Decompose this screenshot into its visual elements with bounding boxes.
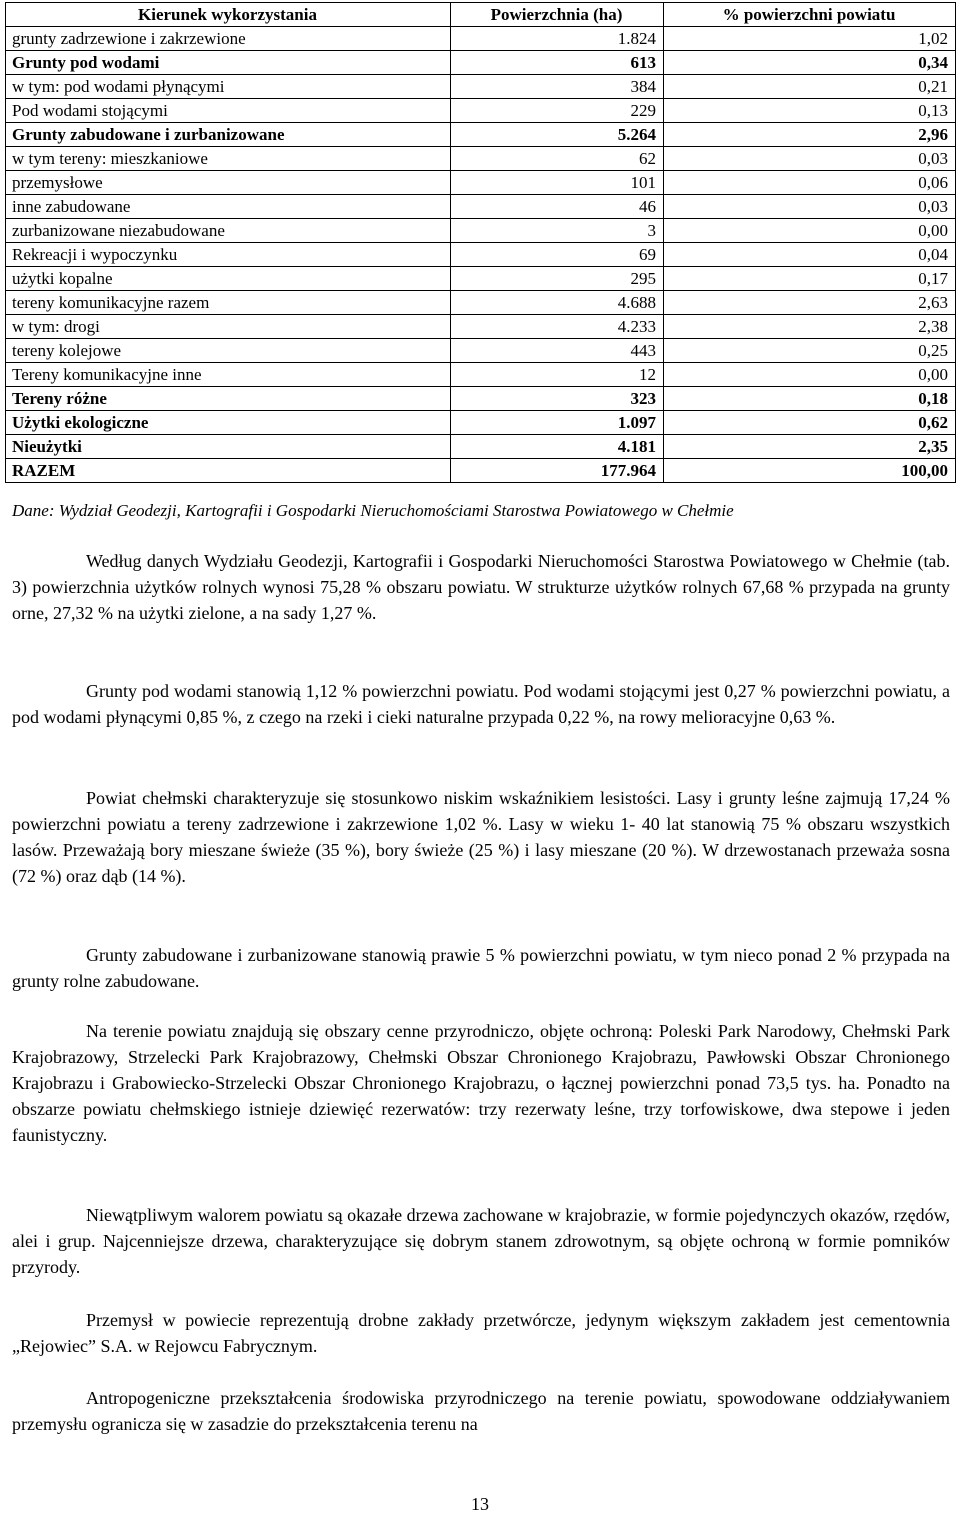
cell-land-use: w tym: drogi — [6, 315, 451, 339]
paragraph-text: Antropogeniczne przekształcenia środowiska przyrodniczego na terenie powiatu, spowodowane oddziaływaniem przemysłu ogranicza się w zasadzie do przekształcenia terenu na — [12, 1388, 950, 1434]
cell-land-use: Tereny komunikacyjne inne — [6, 363, 451, 387]
cell-percent: 0,00 — [664, 219, 956, 243]
table-row — [6, 435, 956, 459]
cell-area-ha: 323 — [451, 387, 664, 411]
cell-area-ha: 3 — [451, 219, 664, 243]
table-body — [6, 27, 956, 483]
table-row — [6, 219, 956, 243]
cell-land-use: Pod wodami stojącymi — [6, 99, 451, 123]
cell-land-use: w tym tereny: mieszkaniowe — [6, 147, 451, 171]
cell-land-use: tereny komunikacyjne razem — [6, 291, 451, 315]
cell-percent: 0,25 — [664, 339, 956, 363]
page-number: 13 — [471, 1494, 489, 1514]
table-row — [6, 195, 956, 219]
cell-area-ha: 443 — [451, 339, 664, 363]
cell-area-ha: 12 — [451, 363, 664, 387]
paragraph-protected-areas — [12, 1018, 950, 1148]
land-use-table — [5, 2, 956, 483]
cell-area-ha: 4.233 — [451, 315, 664, 339]
cell-land-use: Rekreacji i wypoczynku — [6, 243, 451, 267]
cell-area-ha: 101 — [451, 171, 664, 195]
table-header-row — [6, 3, 956, 27]
cell-land-use: przemysłowe — [6, 171, 451, 195]
cell-area-ha: 62 — [451, 147, 664, 171]
cell-area-ha: 177.964 — [451, 459, 664, 483]
cell-land-use: grunty zadrzewione i zakrzewione — [6, 27, 451, 51]
table-row — [6, 459, 956, 483]
cell-percent: 0,62 — [664, 411, 956, 435]
cell-area-ha: 384 — [451, 75, 664, 99]
paragraph-text: Według danych Wydziału Geodezji, Kartografii i Gospodarki Nieruchomości Starostwa Powiatowego w Chełmie (tab. 3) powierzchnia użytków rolnych wynosi 75,28 % obszaru powiatu. W strukturze użytków rolnych 67,68 % przypada na grunty orne, 27,32 % na użytki zielone, a na sady 1,27 %. — [12, 551, 950, 623]
cell-percent: 2,63 — [664, 291, 956, 315]
paragraph-text: Przemysł w powiecie reprezentują drobne zakłady przetwórcze, jedynym większym zakładem jest cementownia „Rejowiec” S.A. w Rejowcu Fabrycznym. — [12, 1310, 950, 1356]
cell-percent: 0,06 — [664, 171, 956, 195]
paragraph-nature-monuments — [12, 1202, 950, 1280]
table-row — [6, 411, 956, 435]
paragraph-text: Grunty pod wodami stanowią 1,12 % powierzchni powiatu. Pod wodami stojącymi jest 0,27 % powierzchni powiatu, a pod wodami płynącymi 0,85 %, z czego na rzeki i cieki naturalne przypada 0,22 %, na rowy melioracyjne 0,63 %. — [12, 681, 950, 727]
cell-percent: 2,96 — [664, 123, 956, 147]
table-row — [6, 315, 956, 339]
cell-area-ha: 69 — [451, 243, 664, 267]
table-row — [6, 75, 956, 99]
cell-land-use: zurbanizowane niezabudowane — [6, 219, 451, 243]
cell-land-use: inne zabudowane — [6, 195, 451, 219]
paragraph-built-up-land — [12, 942, 950, 994]
table-row — [6, 123, 956, 147]
cell-area-ha: 46 — [451, 195, 664, 219]
cell-area-ha: 1.824 — [451, 27, 664, 51]
table-row — [6, 363, 956, 387]
cell-land-use: Użytki ekologiczne — [6, 411, 451, 435]
cell-percent: 0,21 — [664, 75, 956, 99]
cell-area-ha: 1.097 — [451, 411, 664, 435]
cell-land-use: RAZEM — [6, 459, 451, 483]
header-percent: % powierzchni powiatu — [664, 3, 956, 27]
paragraph-text: Na terenie powiatu znajdują się obszary cenne przyrodniczo, objęte ochroną: Poleski Park Narodowy, Chełmski Park Krajobrazowy, Strzelecki Park Krajobrazowy, Chełmski Obszar Chronionego Krajobrazu, Pawłowski Obszar Chronionego Krajobrazu i Grabowiecko-Strzelecki Obszar Chronionego Krajobrazu, o łącznej powierzchni ponad 73,5 tys. ha. Ponadto na obszarze powiatu chełmskiego istnieje dziewięć rezerwatów: trzy rezerwaty leśne, trzy torfowiskowe, dwa stepowe i jeden faunistyczny. — [12, 1021, 950, 1145]
cell-area-ha: 5.264 — [451, 123, 664, 147]
table-row — [6, 171, 956, 195]
cell-land-use: tereny kolejowe — [6, 339, 451, 363]
cell-area-ha: 295 — [451, 267, 664, 291]
cell-land-use: Tereny różne — [6, 387, 451, 411]
cell-percent: 0,18 — [664, 387, 956, 411]
table-row — [6, 243, 956, 267]
cell-percent: 0,03 — [664, 147, 956, 171]
cell-percent: 0,00 — [664, 363, 956, 387]
cell-percent: 0,03 — [664, 195, 956, 219]
table-row — [6, 291, 956, 315]
cell-area-ha: 4.688 — [451, 291, 664, 315]
cell-area-ha: 4.181 — [451, 435, 664, 459]
table-row — [6, 99, 956, 123]
cell-land-use: Grunty pod wodami — [6, 51, 451, 75]
paragraph-agricultural-land — [12, 548, 950, 626]
table-source-note: Dane: Wydział Geodezji, Kartografii i Gospodarki Nieruchomościami Starostwa Powiatowego w Chełmie — [12, 501, 734, 520]
cell-land-use: w tym: pod wodami płynącymi — [6, 75, 451, 99]
table-row — [6, 27, 956, 51]
table-row — [6, 147, 956, 171]
cell-land-use: Grunty zabudowane i zurbanizowane — [6, 123, 451, 147]
paragraph-text: Powiat chełmski charakteryzuje się stosunkowo niskim wskaźnikiem lesistości. Lasy i grunty leśne zajmują 17,24 % powierzchni powiatu a tereny zadrzewione i zakrzewione 1,02 %. Lasy w wieku 1- 40 lat stanowią 75 % obszaru wszystkich lasów. Przeważają bory mieszane świeże (35 %), bory świeże (25 %) i lasy mieszane (20 %). W drzewostanach przeważa sosna (72 %) oraz dąb (14 %). — [12, 788, 950, 886]
paragraph-anthropogenic — [12, 1385, 950, 1437]
header-direction: Kierunek wykorzystania — [6, 3, 451, 27]
cell-percent: 0,34 — [664, 51, 956, 75]
cell-percent: 0,13 — [664, 99, 956, 123]
cell-area-ha: 613 — [451, 51, 664, 75]
table-row — [6, 387, 956, 411]
table-row — [6, 267, 956, 291]
table-row — [6, 339, 956, 363]
cell-percent: 0,17 — [664, 267, 956, 291]
paragraph-industry — [12, 1307, 950, 1359]
cell-area-ha: 229 — [451, 99, 664, 123]
cell-percent: 0,04 — [664, 243, 956, 267]
paragraph-text: Niewątpliwym walorem powiatu są okazałe drzewa zachowane w krajobrazie, w formie pojedynczych okazów, rzędów, alei i grup. Najcenniejsze drzewa, charakteryzujące się dobrym stanem zdrowotnym, są objęte ochroną w formie pomników przyrody. — [12, 1205, 950, 1277]
paragraph-text: Grunty zabudowane i zurbanizowane stanowią prawie 5 % powierzchni powiatu, w tym nieco ponad 2 % przypada na grunty rolne zabudowane. — [12, 945, 950, 991]
paragraph-forest — [12, 785, 950, 889]
cell-percent: 1,02 — [664, 27, 956, 51]
paragraph-water-land — [12, 678, 950, 730]
header-area: Powierzchnia (ha) — [451, 3, 664, 27]
cell-percent: 100,00 — [664, 459, 956, 483]
cell-land-use: Nieużytki — [6, 435, 451, 459]
cell-percent: 2,35 — [664, 435, 956, 459]
cell-percent: 2,38 — [664, 315, 956, 339]
table-row — [6, 51, 956, 75]
cell-land-use: użytki kopalne — [6, 267, 451, 291]
